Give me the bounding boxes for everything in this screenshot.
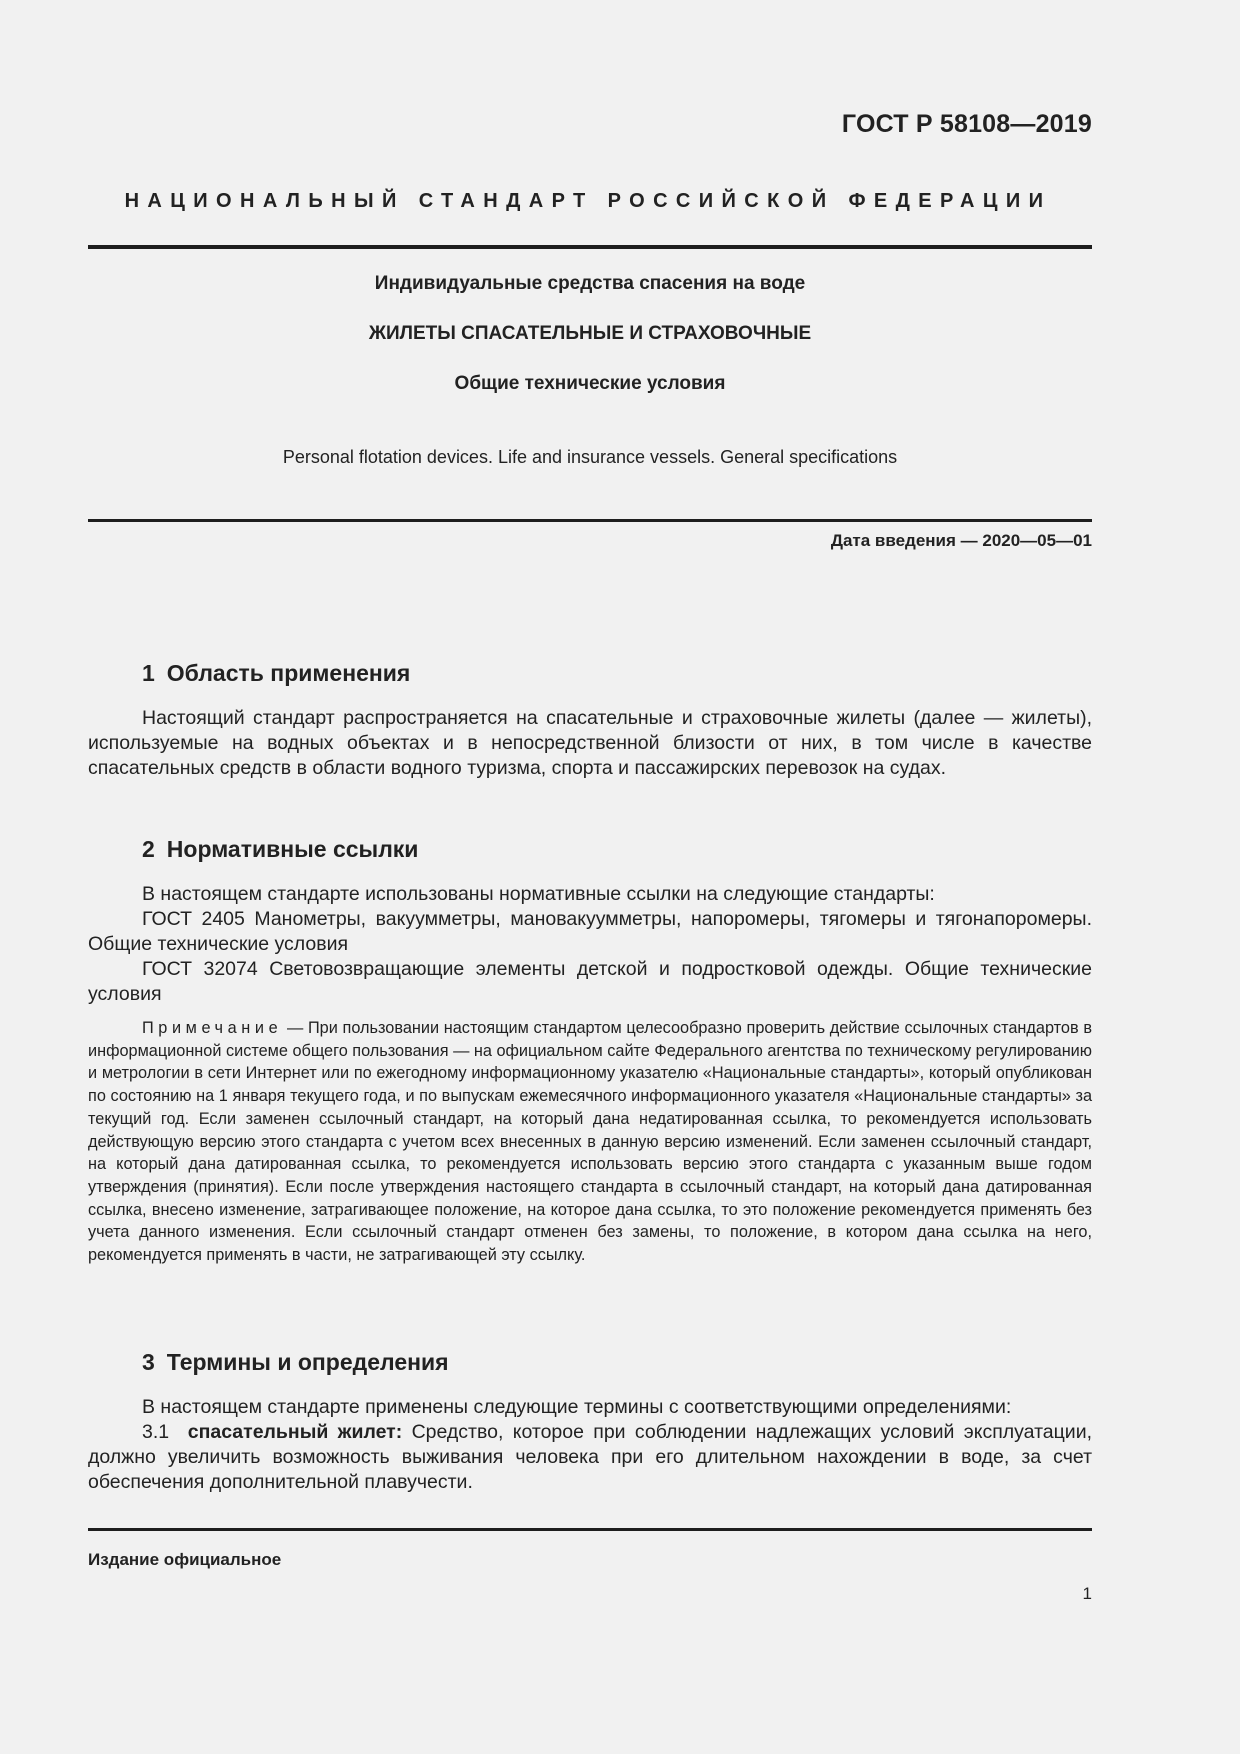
reference-item: ГОСТ 32074 Световозвращающие элементы детской и подростковой одежды. Общие технические условия [88, 958, 1092, 1005]
section-title: Область применения [166, 660, 411, 686]
section-title: Нормативные ссылки [166, 836, 419, 862]
term: спасательный жилет: [187, 1421, 403, 1443]
title-divider [88, 519, 1092, 522]
edition-label: Издание официальное [88, 1550, 282, 1569]
note [88, 1017, 1092, 1267]
note-label: Примечание [142, 1019, 283, 1037]
section-heading-3 [142, 1349, 449, 1376]
header-divider [88, 245, 1092, 249]
intro-date: Дата введения — 2020—05—01 [830, 531, 1092, 550]
footer-divider [88, 1528, 1092, 1531]
section-number: 1 [142, 660, 155, 686]
section-title: Термины и определения [166, 1349, 449, 1375]
title-group: Индивидуальные средства спасения на воде [374, 273, 806, 294]
title-product: ЖИЛЕТЫ СПАСАТЕЛЬНЫЕ И СТРАХОВОЧНЫЕ [368, 323, 812, 344]
term-number: 3.1 [142, 1421, 170, 1443]
reference-item: ГОСТ 2405 Манометры, вакуумметры, мановакуумметры, напоромеры, тягомеры и тягонапоромеры. Общие технические условия [88, 908, 1092, 955]
definition-text: Средство, которое при соблюдении надлежащих условий эксплуатации, должно увеличить возможность выживания человека при его длительном нахождении в воде, за счет обеспечения дополнительной плавучести. [88, 1421, 1093, 1493]
note-text: — При пользовании настоящим стандартом целесообразно проверить действие ссылочных стандартов в информационной системе общего пользования — на официальном сайте Федерального агентства по техническому регулированию и метрологии в сети Интернет или по ежегодному информационному указателю «Национальные стандарты», который опубликован по состоянию на 1 января текущего года, и по выпускам ежемесячного информационного указателя «Национальные стандарты» за текущий год. Если заменен ссылочный стандарт, на который дана недатированная ссылка, то рекомендуется использовать действующую версию этого стандарта с учетом всех внесенных в данную версию изменений. Если заменен ссылочный стандарт, на который дана датированная ссылка, то рекомендуется использовать версию этого стандарта с указанным выше годом утверждения (принятия). Если после утверждения настоящего стандарта в ссылочный стандарт, на который дана датированная ссылка, внесено изменение, затрагивающее положение, на которое дана ссылка, то это положение рекомендуется применять без учета данного изменения. Если ссылочный стандарт отменен без замены, то положение, в котором дана ссылка на него, рекомендуется применять в части, не затрагивающей эту ссылку. [88, 1019, 1092, 1265]
title-english: Personal flotation devices. Life and insurance vessels. General specifications [282, 447, 898, 467]
paragraph: Настоящий стандарт распространяется на спасательные и страховочные жилеты (далее — жилеты), используемые на водных объектах и в непосредственной близости от них, в том числе в качестве спасательных средств в области водного туризма, спорта и пассажирских перевозок на судах. [88, 707, 1092, 779]
page-number: 1 [1082, 1584, 1092, 1603]
document-code: ГОСТ Р 58108—2019 [841, 110, 1092, 138]
term-definition [88, 1420, 1092, 1495]
standard-title: НАЦИОНАЛЬНЫЙ СТАНДАРТ РОССИЙСКОЙ ФЕДЕРАЦИИ [124, 190, 1052, 212]
section-heading-1 [142, 660, 410, 687]
section-number: 2 [142, 836, 155, 862]
section-number: 3 [142, 1349, 155, 1375]
section-heading-2 [142, 836, 418, 863]
paragraph: В настоящем стандарте использованы нормативные ссылки на следующие стандарты: [142, 883, 935, 905]
title-spec: Общие технические условия [454, 373, 726, 394]
paragraph: В настоящем стандарте применены следующие термины с соответствующими определениями: [142, 1396, 1012, 1418]
